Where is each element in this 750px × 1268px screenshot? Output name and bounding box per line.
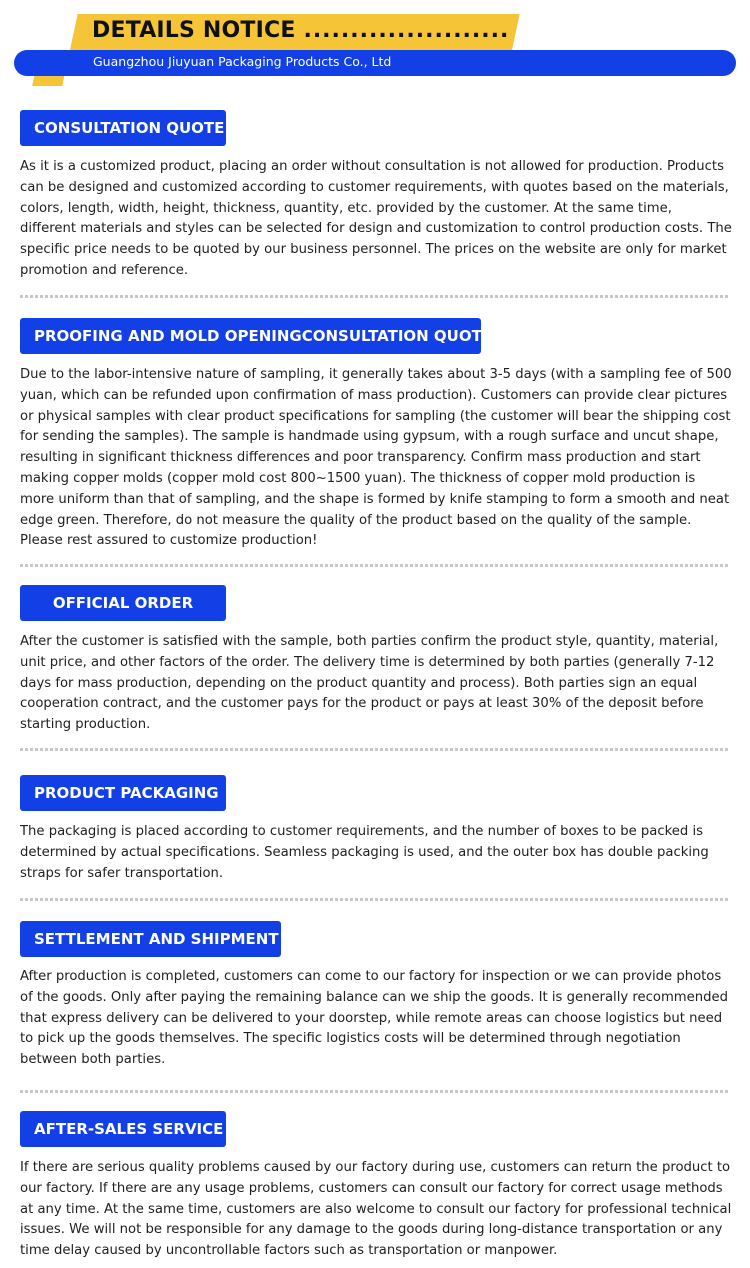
section-label: AFTER-SALES SERVICE xyxy=(20,1111,226,1147)
section-text: If there are serious quality problems caused by our factory during use, customers can return the product to our factory. If there are any usage problems, customers can consult our factory for correct usage methods at any time. At the same time, customers are also welcome to consult our factory for professional technical issues. We will not be responsible for any damage to the goods during long-distance transportation or any time delay caused by uncontrollable factors such as transportation or manpower. xyxy=(20,1160,732,1259)
section-divider xyxy=(20,295,730,298)
page-title-dots: ...................... xyxy=(303,18,510,43)
header-banner xyxy=(0,0,750,95)
section-label: SETTLEMENT AND SHIPMENT xyxy=(20,921,281,957)
section-text: After production is completed, customers can come to our factory for inspection or we can provide photos of the goods. Only after paying the remaining balance can we ship the goods. It is generally recommended that express delivery can be delivered to your doorstep, while remote areas can choose logistics but need to pick up the goods themselves. The specific logistics costs will be determined through negotiation between both parties. xyxy=(20,969,728,1068)
company-name: Guangzhou Jiuyuan Packaging Products Co., Ltd xyxy=(93,54,392,69)
section-divider xyxy=(20,564,730,567)
page-title-text: DETAILS NOTICE xyxy=(92,18,296,43)
section-label: PRODUCT PACKAGING xyxy=(20,775,226,811)
section-label: CONSULTATION QUOTE xyxy=(20,110,226,146)
section-divider xyxy=(20,1090,730,1093)
page-title xyxy=(92,18,509,43)
section-divider xyxy=(20,898,730,901)
section-text: The packaging is placed according to customer requirements, and the number of boxes to be packed is determined by actual specifications. Seamless packaging is used, and the outer box has double packing straps for safer transportation. xyxy=(20,824,709,881)
section-text: Due to the labor-intensive nature of sampling, it generally takes about 3-5 days (with a sampling fee of 500 yuan, which can be refunded upon confirmation of mass production). Customers can provide clear pictures or physical samples with clear product specifications for sampling (the customer will bear the shipping cost for sending the samples). The sample is handmade using gypsum, with a rough surface and uncut shape, resulting in significant thickness differences and poor transparency. Confirm mass production and start making copper molds (copper mold cost 800~1500 yuan). The thickness of copper mold production is more uniform than that of sampling, and the shape is formed by knife stamping to form a smooth and neat edge green. Therefore, do not measure the quality of the product based on the quality of the sample. Please rest assured to customize production! xyxy=(20,367,732,549)
section-divider xyxy=(20,748,730,751)
section-label: OFFICIAL ORDER xyxy=(20,585,226,621)
section-label: PROOFING AND MOLD OPENINGCONSULTATION QUOTE xyxy=(20,318,481,354)
section-text: As it is a customized product, placing an order without consultation is not allowed for production. Products can be designed and customized according to customer requirements, with quotes based on the materials, colors, length, width, height, thickness, quantity, etc. provided by the customer. At the same time, different materials and styles can be selected for design and customization to control production costs. The specific price needs to be quoted by our business personnel. The prices on the website are only for market promotion and reference. xyxy=(20,159,732,278)
section-text: After the customer is satisfied with the sample, both parties confirm the product style, quantity, material, unit price, and other factors of the order. The delivery time is determined by both parties (generally 7-12 days for mass production, depending on the product quantity and process). Both parties sign an equal cooperation contract, and the customer pays for the product or pays at least 30% of the deposit before starting production. xyxy=(20,634,719,733)
